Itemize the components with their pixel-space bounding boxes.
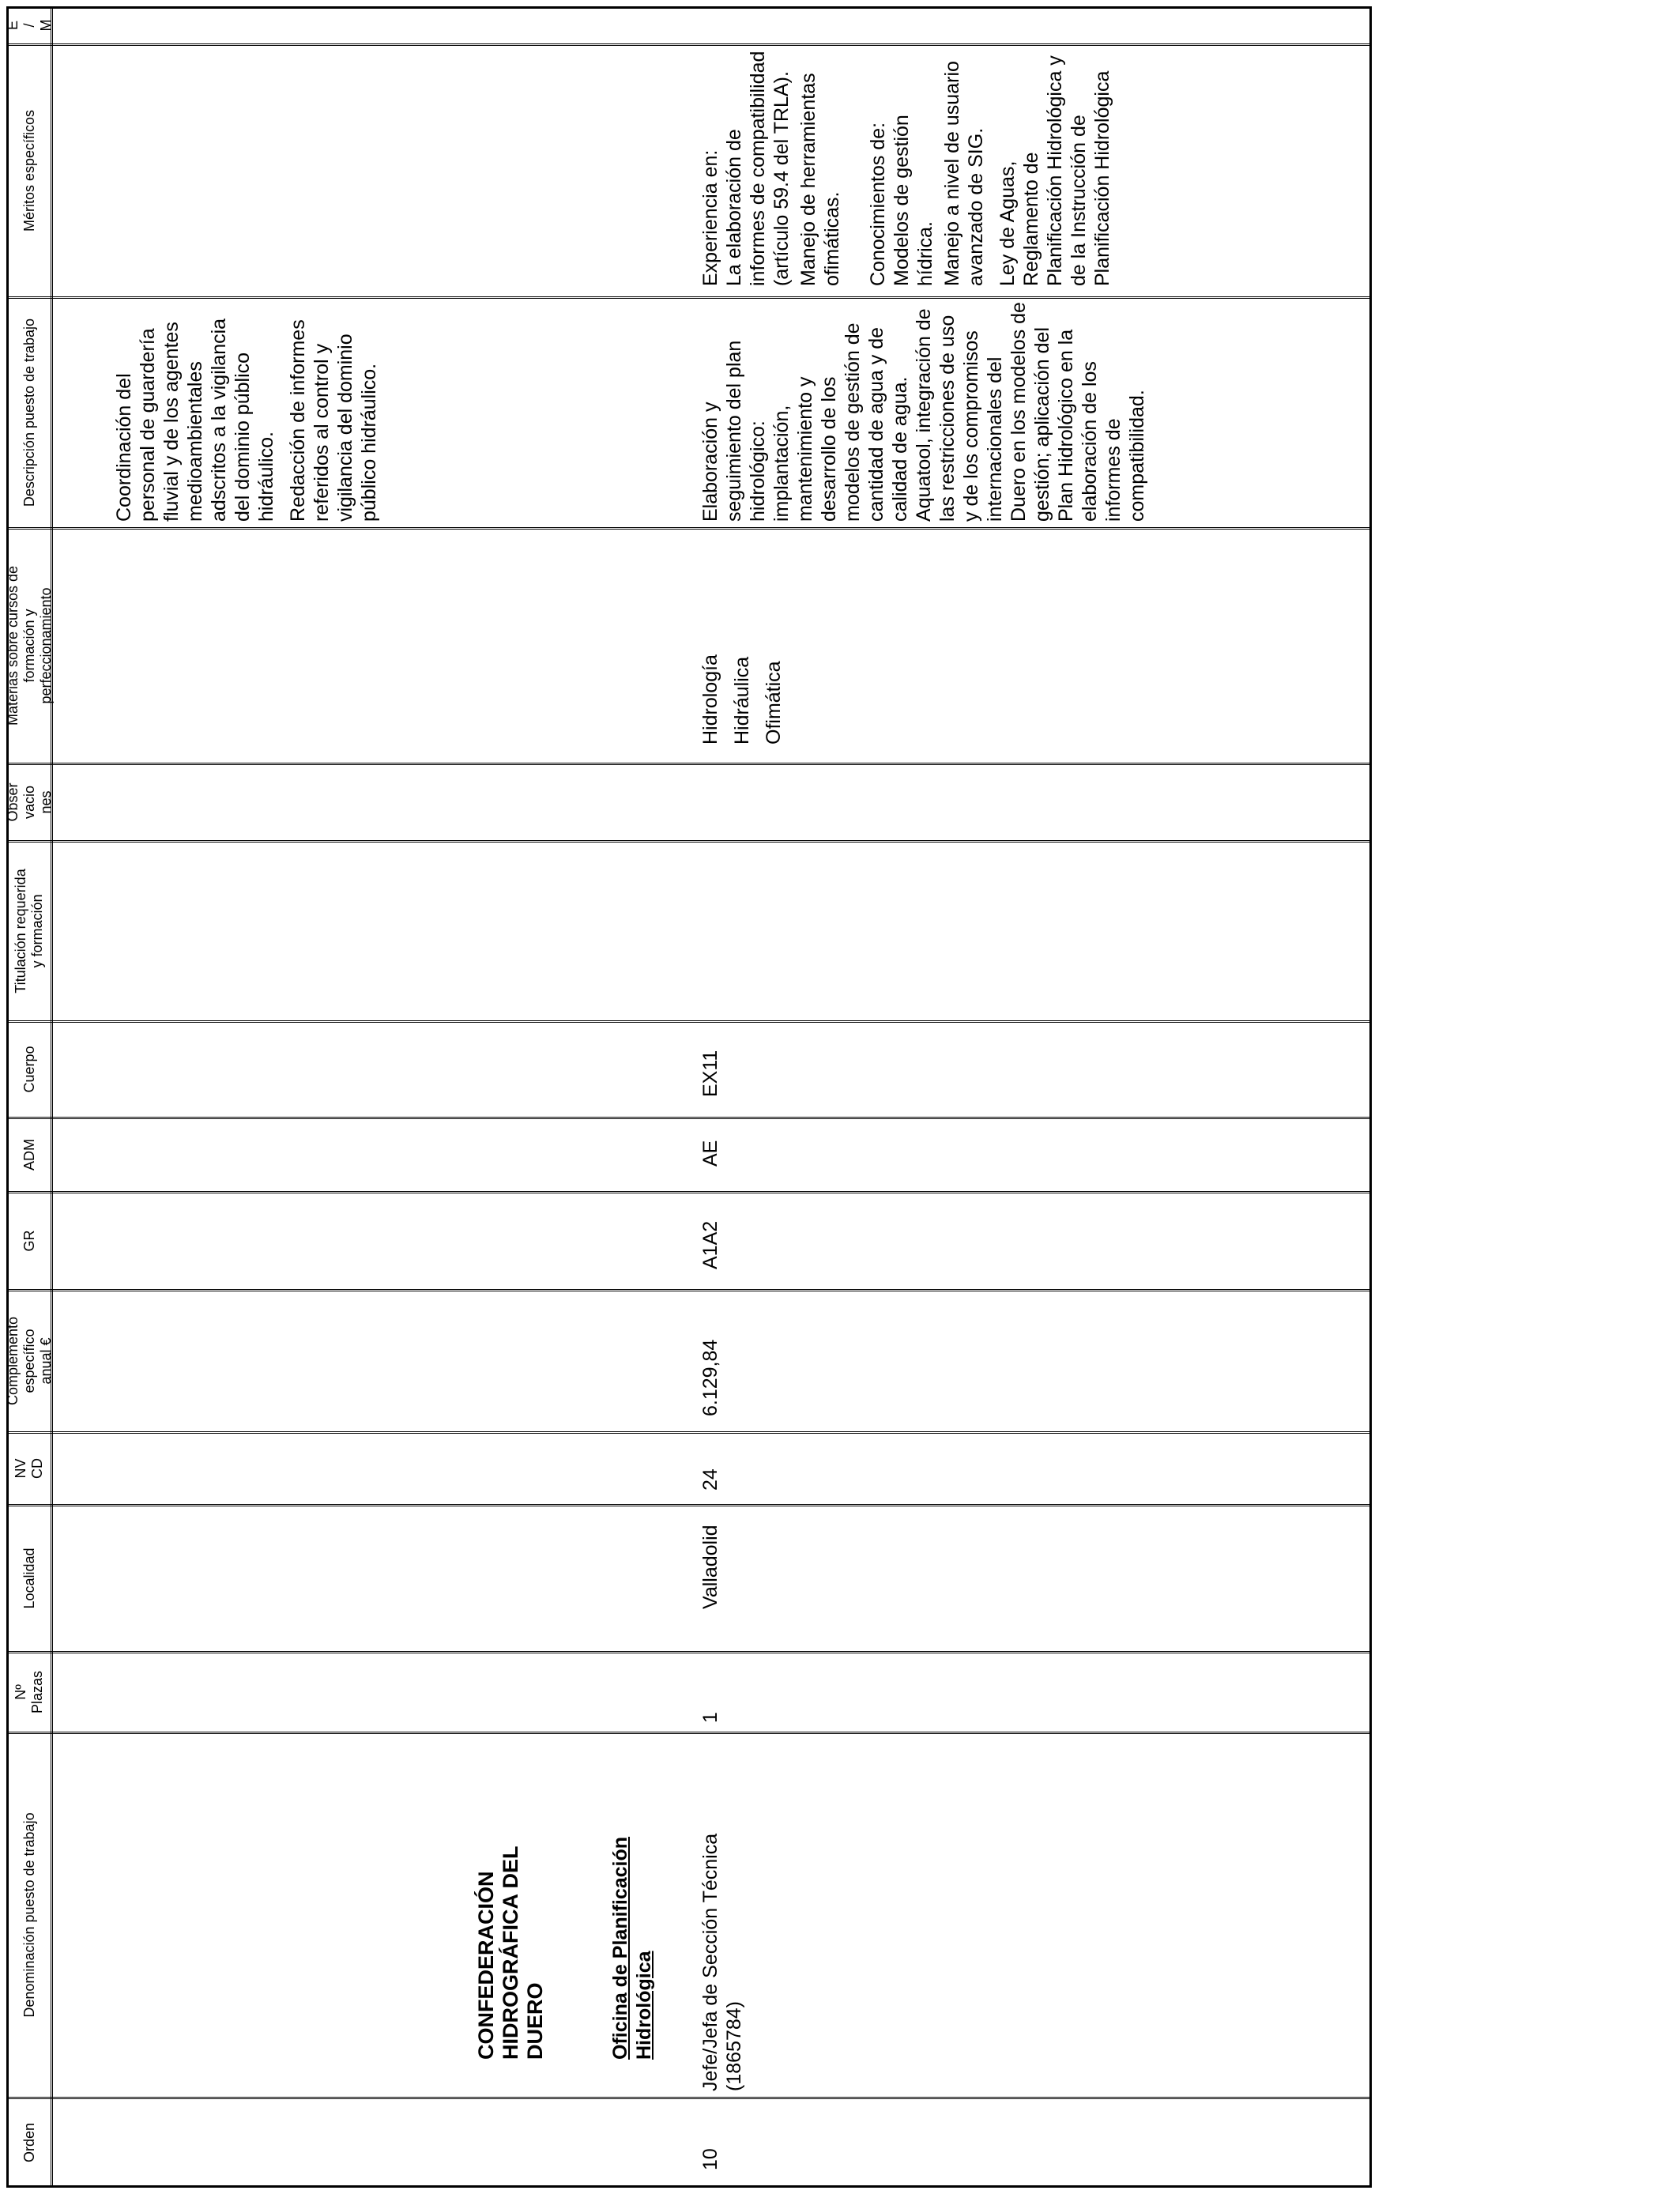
col-divider [6, 1732, 51, 1734]
cell-materias [699, 539, 793, 745]
col-divider [51, 1289, 1372, 1291]
header-nivel [8, 1434, 51, 1503]
cell-meritos [699, 49, 1114, 286]
header-titulacion [8, 843, 51, 1020]
merito-item: Manejo de herramientas ofimáticas. [797, 73, 843, 286]
materia-item: Ofimática [763, 661, 785, 745]
header-complemento-line3: anual € [37, 1337, 54, 1385]
cell-gr: A1A2 [699, 1220, 721, 1269]
col-divider [51, 1732, 1372, 1734]
header-plazas-line2: Plazas [29, 1670, 45, 1714]
col-divider [51, 763, 1372, 765]
header-materias-line1: Materias sobre cursos de [4, 565, 21, 726]
merito-item: La elaboración de informes de compatibilidad (artículo 59.4 del TRLA). [723, 51, 793, 286]
col-divider [51, 43, 1372, 46]
cell-cuerpo: EX11 [699, 1050, 721, 1097]
header-titulacion-line1: Titulación requerida [13, 869, 28, 993]
cell-denominacion: Jefe/Jefa de Sección Técnica (1865784) [699, 1833, 745, 2091]
header-em-line1: E [4, 21, 21, 31]
materia-item: Hidrología [699, 654, 721, 745]
header-observaciones [4, 765, 54, 839]
col-divider [6, 296, 51, 299]
header-em [4, 8, 54, 43]
header-denominacion: Denominación puesto de trabajo [21, 1812, 37, 2018]
header-materias-line3: perfeccionamiento [37, 587, 54, 704]
col-divider [6, 1651, 51, 1653]
header-nivel-line2: CD [29, 1458, 45, 1479]
cell-descripcion: Elaboración y seguimiento del plan hidrológico: implantación, mantenimiento y desarrollo de los modelos de gestión de cantidad de agua y de calidad de agua. Aquatool, integración de las restricciones de uso y de los compromisos internacionales del Duero en los modelos de gestión; aplicación del Plan Hidrológico en la elaboración de los informes de compatibilidad. [699, 302, 1148, 522]
header-divider [51, 6, 53, 2188]
header-complemento-line2: específico [21, 1329, 37, 1393]
header-nivel-line1: NV [13, 1458, 28, 1479]
merito-item: Ley de Aguas, Reglamento de Planificación Hidrológica y de la Instrucción de Planificación Hidrológica [996, 55, 1113, 286]
col-divider [51, 1020, 1372, 1023]
col-divider [6, 1020, 51, 1023]
col-divider [6, 1504, 51, 1506]
col-divider [51, 840, 1372, 843]
cell-localidad: Valladolid [699, 1525, 721, 1609]
col-divider [6, 43, 51, 46]
organismo-heading: CONFEDERACIÓN HIDROGRÁFICA DEL DUERO [474, 1846, 547, 2060]
merito-item: Modelos de gestión hídrica. [891, 115, 936, 286]
col-divider [6, 527, 51, 530]
header-titulacion-line2: y formación [29, 894, 45, 968]
col-divider [51, 1504, 1372, 1506]
header-localidad: Localidad [21, 1547, 37, 1609]
header-observaciones-line1: Obser [4, 782, 21, 822]
col-divider [6, 2097, 51, 2099]
col-divider [51, 1651, 1372, 1653]
header-orden: Orden [21, 2122, 37, 2163]
header-cuerpo: Cuerpo [21, 1046, 37, 1093]
prev-descripcion-p2: Redacción de informes referidos al control y vigilancia del dominio público hidráulico. [287, 319, 380, 522]
header-observaciones-line2: vacio [21, 785, 37, 820]
merito-item: Manejo a nivel de usuario avanzado de SIG. [941, 61, 987, 286]
merito-item: Conocimientos de: [867, 122, 889, 286]
header-plazas-line1: Nº [13, 1684, 28, 1700]
header-em-line3: M [37, 19, 54, 32]
header-observaciones-line3: nes [37, 790, 54, 814]
materia-item: Hidráulica [731, 656, 753, 745]
header-materias-line2: formación y [21, 609, 37, 683]
col-divider [51, 527, 1372, 530]
header-em-line2: / [21, 23, 37, 28]
cell-orden: 10 [699, 2148, 721, 2170]
col-divider [6, 1117, 51, 1119]
col-divider [6, 1431, 51, 1434]
header-descripcion: Descripción puesto de trabajo [21, 318, 37, 507]
cell-plazas: 1 [699, 1712, 721, 1723]
header-plazas [8, 1653, 51, 1731]
header-adm: ADM [21, 1139, 37, 1171]
prev-descripcion [112, 302, 389, 522]
header-complemento [4, 1291, 54, 1431]
col-divider [6, 1289, 51, 1291]
col-divider [51, 1431, 1372, 1434]
header-materias [4, 530, 54, 762]
cell-complemento: 6.129,84 [699, 1339, 721, 1416]
merito-item: Experiencia en: [699, 149, 721, 286]
col-divider [6, 1191, 51, 1193]
cell-adm: AE [699, 1140, 721, 1167]
col-divider [51, 296, 1372, 299]
unidad-heading: Oficina de Planificación Hidrológica [609, 1836, 655, 2060]
col-divider [6, 763, 51, 765]
header-complemento-line1: Complemento [4, 1316, 21, 1406]
col-divider [51, 1191, 1372, 1193]
col-divider [6, 840, 51, 843]
header-gr: GR [21, 1230, 37, 1252]
prev-descripcion-p1: Coordinación del personal de guardería fluvial y de los agentes medioambientales adscritos a la vigilancia del dominio público hidráulico. [113, 318, 277, 522]
header-meritos: Méritos específicos [21, 109, 37, 232]
cell-nivel: 24 [699, 1468, 721, 1491]
col-divider [51, 2097, 1372, 2099]
